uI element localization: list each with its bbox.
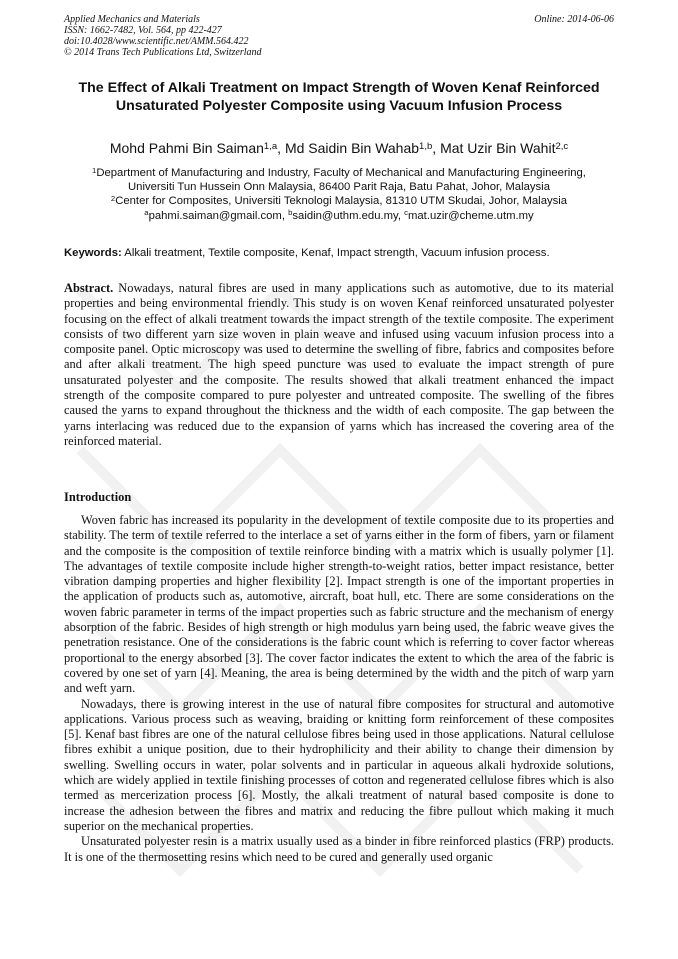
paragraph: Woven fabric has increased its popularity in the development of textile composite due to its properties and stability. The term of textile referred to the interlace a set of yarns either in the form of fibers, yarn or filament and the composite is the composition of textile reinforce binding with a matrix which is usually polymer [1]. The advantages of textile composite include higher strength-to-weight ratios, better impact resistance, better vibration damping properties and higher flexibility [2]. Impact strength is one of the important properties in the application of products such as, automotive, aircraft, boat hull, etc. There are some considerations on the woven fabric parameter in terms of the impact properties such as fabric structure and the mechanism of energy absorption of the fabric. Besides of high strength or high modulus yarn being used, the fabric weave gives the penetration resistance. One of the considerations is the fabric count which is referring to cover factor whereas proportional to the energy absorbed [3]. The cover factor indicates the extent to which the area of the fabric is covered by one set of yarn [4]. Meaning, the area is being determined by the width and the pitch of warp yarn and weft yarn. [64, 513, 614, 696]
affiliation-superscript: 2 [110, 193, 116, 203]
journal-doi: doi:10.4028/www.scientific.net/AMM.564.422 [64, 36, 249, 47]
abstract [64, 281, 614, 449]
email-c: mat.uzir@cheme.utm.my [407, 209, 534, 222]
journal-issn: ISSN: 1662-7482, Vol. 564, pp 422-427 [64, 25, 222, 36]
paragraph: Nowadays, there is growing interest in the use of natural fibre composites for structural and automotive applications. Various process such as weaving, braiding or knitting form reinforcement of these composites [5]. Kenaf bast fibres are one of the natural cellulose fibres being used in those applications. Natural cellulose fibres exhibit a unique position, due to their hydrophilicity and their ability to change their dimension by swelling. Swelling occurs in water, polar solvents and in particular in aqueous alkali hydroxide solutions, which are widely applied in textile finishing processes of cotton and regenerated cellulose fibres which is also termed as mercerization process [6]. Mostly, the alkali treatment of natural based composite is done to increase the adhesion between the fibres and matrix and reducing the fibre pullout which making it much superior on the mechanical properties. [64, 696, 614, 833]
journal-copyright: © 2014 Trans Tech Publications Ltd, Switzerland [64, 47, 262, 58]
keywords [64, 246, 624, 260]
journal-info [64, 14, 262, 58]
affiliation-1-line-2: Universiti Tun Hussein Onn Malaysia, 86400 Parit Raja, Batu Pahat, Johor, Malaysia [128, 181, 550, 194]
email-superscript: a [144, 208, 149, 218]
keywords-text: Alkali treatment, Textile composite, Kenaf, Impact strength, Vacuum infusion process. [121, 247, 550, 259]
abstract-label: Abstract. [64, 281, 114, 295]
paragraph: Unsaturated polyester resin is a matrix usually used as a binder in fibre reinforced plastics (FRP) products. It is one of the thermosetting resins which need to be cured and generally used organic [64, 834, 614, 864]
introduction-body [64, 513, 614, 865]
author-emails [64, 209, 614, 223]
email-a: pahmi.saiman@gmail.com, [148, 209, 289, 222]
affiliation-2-line: Center for Composites, Universiti Teknologi Malaysia, 81310 UTM Skudai, Johor, Malaysia [115, 195, 568, 208]
email-superscript: b [288, 208, 293, 218]
author-name: Mohd Pahmi Bin Saiman [109, 140, 264, 156]
section-title-introduction: Introduction [64, 490, 132, 504]
affiliation-1 [64, 166, 614, 180]
email-superscript: c [404, 208, 408, 218]
journal-name: Applied Mechanics and Materials [64, 14, 200, 25]
affiliation-superscript: 1 [92, 165, 97, 175]
online-date: Online: 2014-06-06 [534, 14, 614, 25]
author-separator: , [432, 140, 441, 156]
affiliations [64, 166, 614, 223]
keywords-label: Keywords: [64, 247, 122, 259]
author-separator: , [277, 140, 285, 156]
author-name: Mat Uzir Bin Wahit [440, 140, 556, 156]
paper-title: The Effect of Alkali Treatment on Impact Strength of Woven Kenaf Reinforced Unsaturated Polyester Composite using Vacuum Infusion Process [78, 80, 600, 114]
author-superscript: 2,c [555, 140, 569, 152]
abstract-text: Nowadays, natural fibres are used in many applications such as automotive, due to its material properties and being environmental friendly. This study is on woven Kenaf reinforced unsaturated polyester focusing on the effect of alkali treatment towards the impact strength of the textile composite. The experiment consists of two different yarn size woven in plain weave and infused using vacuum infusion process into a composite panel. Optic microscopy was used to determine the swelling of fibre, fabrics and composites before and after alkali treatment. The high speed puncture was used to evaluate the impact strength of pure unsaturated polyester and the composite. The results showed that alkali treatment enhanced the impact strength of the composite compared to pure polyester and untreated composite. The swelling of the fibres caused the yarns to expand throughout the thickness and the width of each composite. The gap between the yarns interlacing was reduced due to the expansion of yarns which has increased the covering area of the reinforced material. [64, 281, 614, 448]
author-list [64, 139, 614, 157]
author-superscript: 1,b [419, 140, 433, 152]
author-name: Md Saidin Bin Wahab [284, 140, 420, 156]
affiliation-1-line-1: Department of Manufacturing and Industry, Faculty of Mechanical and Manufacturing Engineering, [96, 167, 586, 179]
affiliation-2 [64, 194, 614, 208]
email-b: saidin@uthm.edu.my, [292, 209, 405, 222]
author-superscript: 1,a [263, 140, 278, 152]
